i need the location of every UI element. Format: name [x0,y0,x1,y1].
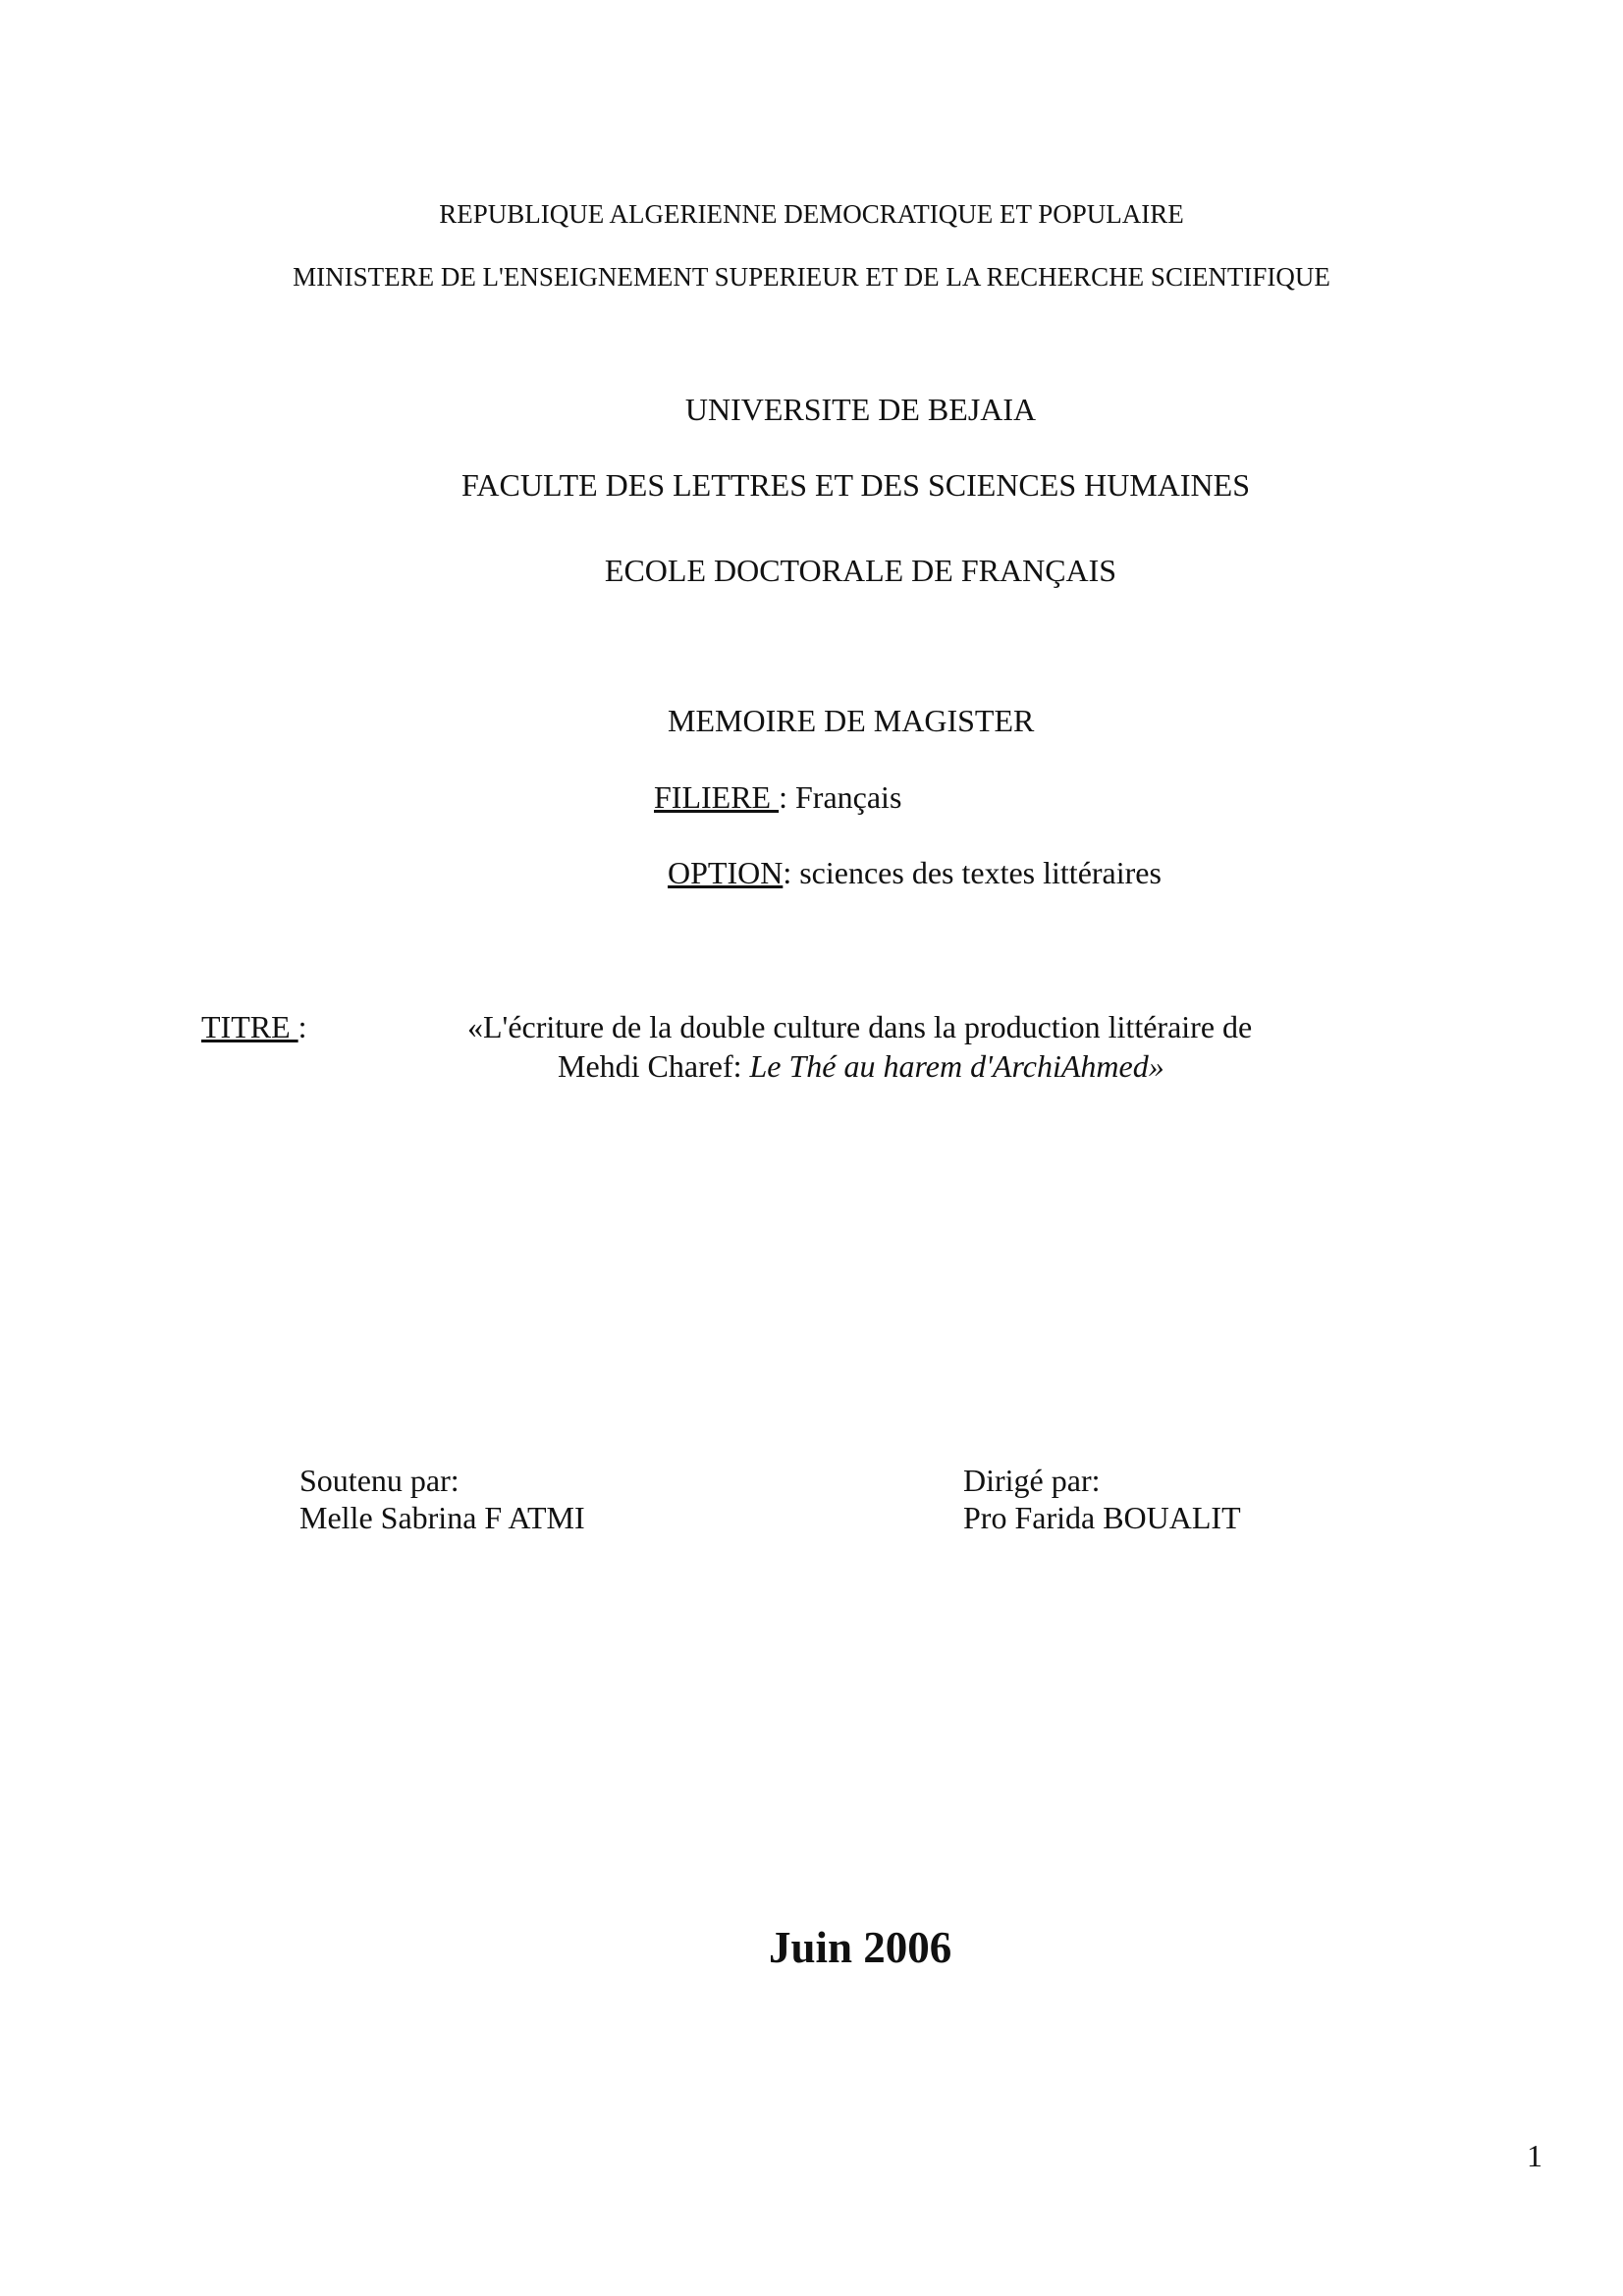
filiere-value: Français [794,779,902,815]
option-line [668,855,1162,891]
page-number: 1 [1527,2138,1542,2173]
directed-by-name: Pro Farida BOUALIT [963,1500,1241,1535]
filiere-separator: : [779,779,795,815]
title-label-separator: : [298,1009,307,1044]
filiere-line [654,779,901,816]
thesis-title-line-2 [558,1048,1164,1085]
title-label: TITRE [201,1009,298,1044]
doctoral-school-name: ECOLE DOCTORALE DE FRANÇAIS [604,553,1117,588]
title-label-line [201,1009,307,1045]
presented-by-name: Melle Sabrina F ATMI [299,1500,585,1535]
defense-date: Juin 2006 [769,1923,952,1972]
presented-by-label: Soutenu par: [299,1463,460,1498]
thesis-title-author-prefix: Mehdi Charef: [558,1048,750,1084]
option-value: sciences des textes littéraires [799,855,1162,890]
ministry-heading: MINISTERE DE L'ENSEIGNEMENT SUPERIEUR ET DE LA RECHERCHE SCIENTIFIQUE [293,262,1330,292]
faculty-name: FACULTE DES LETTRES ET DES SCIENCES HUMAINES [460,467,1250,503]
republic-heading: REPUBLIQUE ALGERIENNE DEMOCRATIQUE ET POPULAIRE [439,199,1184,229]
option-separator: : [783,855,800,890]
filiere-label: FILIERE [654,779,780,815]
directed-by-label: Dirigé par: [963,1463,1101,1498]
university-name: UNIVERSITE DE BEJAIA [684,392,1037,427]
thesis-title-work: Le Thé au harem d'ArchiAhmed» [749,1048,1164,1084]
thesis-title-line-1: «L'écriture de la double culture dans la production littéraire de [467,1009,1253,1044]
memoir-type: MEMOIRE DE MAGISTER [668,703,1035,738]
option-label: OPTION [668,855,784,890]
